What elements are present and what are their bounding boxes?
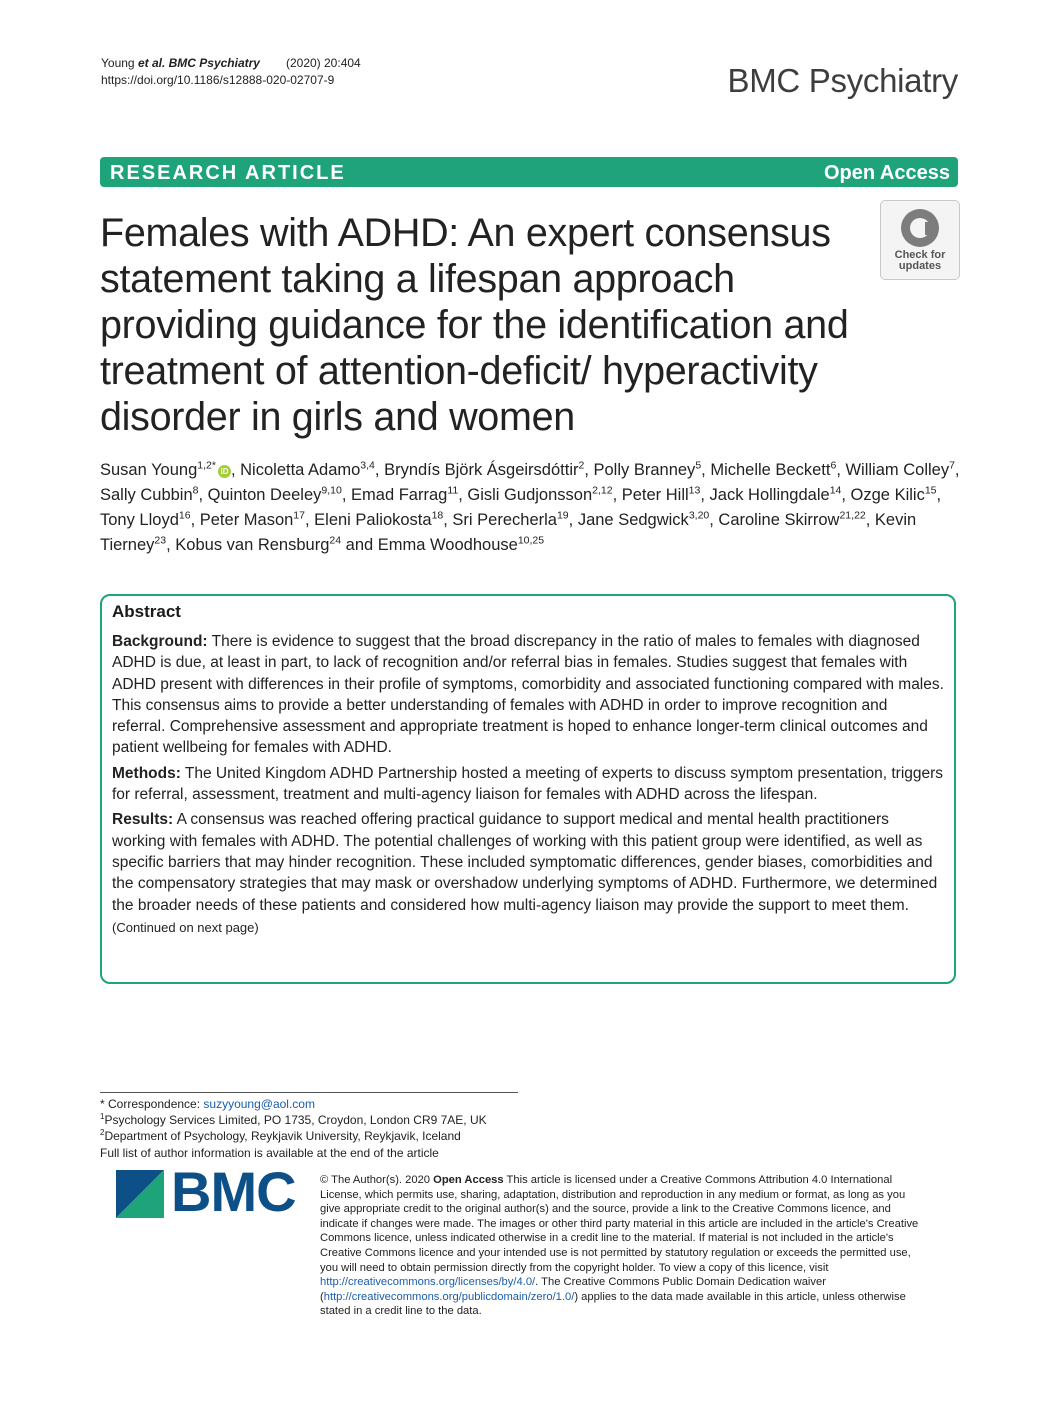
author-entry[interactable] — [845, 461, 954, 479]
results-text: A consensus was reached offering practical guidance to support medical and mental health practitioners working with females with ADHD. The potential challenges of working with this patient group were identified, as well as specific barriers that may hinder recognition. These included symptomatic differences, gender biases, comorbidities and the compensatory strategies that may mask or overshadow underlying symptoms of ADHD. Furthermore, we determined the broader needs of these patients and considered how multi-agency liaison may provide the support to meet them. — [112, 811, 938, 914]
abstract-box — [100, 594, 956, 984]
affiliation-2 — [100, 1128, 487, 1144]
author-separator: , — [198, 486, 208, 504]
check-updates-text — [881, 250, 959, 272]
license-text-3: ) applies to the data made available in this article, unless otherwise stated in a credit line to the data. — [320, 1290, 906, 1318]
author-affiliation: 15 — [924, 484, 937, 497]
author-affiliation: 18 — [431, 509, 444, 522]
author-entry[interactable] — [200, 511, 305, 529]
license-statement — [320, 1173, 925, 1319]
author-name: Polly Branney — [593, 461, 696, 479]
author-affiliation: 5 — [695, 459, 702, 472]
author-separator: , — [568, 511, 578, 529]
citation-header — [101, 55, 361, 89]
continued-note: (Continued on next page) — [112, 919, 259, 935]
background-label: Background: — [112, 633, 208, 650]
author-entry[interactable] — [240, 461, 375, 479]
author-affiliation: 2 — [578, 459, 585, 472]
author-separator: , — [443, 511, 453, 529]
citation-author: Young — [101, 56, 138, 70]
citation-year: (2020) 20:404 — [285, 56, 361, 70]
full-affiliation-note: Full list of author information is available at the end of the article — [100, 1145, 439, 1160]
author-entry[interactable] — [208, 486, 342, 504]
author-affiliation: 13 — [688, 484, 701, 497]
author-name: Sri Perecherla — [452, 511, 557, 529]
author-affiliation: 21,22 — [839, 509, 866, 522]
bmc-logo-text: BMC — [171, 1160, 296, 1223]
author-entry[interactable] — [100, 486, 198, 504]
author-separator-and: and — [341, 536, 378, 554]
author-affiliation: 2,12 — [592, 484, 613, 497]
doi-link[interactable]: https://doi.org/10.1186/s12888-020-02707-9 — [101, 73, 335, 87]
footnotes — [100, 1096, 487, 1161]
license-link-cc-by[interactable]: http://creativecommons.org/licenses/by/4.0/ — [320, 1276, 536, 1289]
author-name: Ozge Kilic — [850, 486, 925, 504]
author-affiliation: 23 — [154, 534, 167, 547]
author-entry[interactable] — [467, 486, 612, 504]
author-separator: , — [709, 511, 719, 529]
license-open-access: Open Access — [433, 1174, 504, 1186]
author-name: Michelle Beckett — [710, 461, 831, 479]
background-text: There is evidence to suggest that the broad discrepancy in the ratio of males to females with diagnosed ADHD is due, at least in part, to lack of recognition and/or referral bias in females. Studies suggest that females with ADHD present with differences in their profile of symptoms, comorbidity and associated functioning compared with males. This consensus aims to provide a better understanding of females with ADHD in order to improve recognition and referral. Comprehensive assessment and appropriate treatment is hoped to enhance longer-term clinical outcomes and patient wellbeing for females with ADHD. — [112, 633, 944, 757]
author-separator: , — [374, 461, 385, 479]
check-updates-line2: updates — [898, 260, 942, 272]
author-name: Nicoletta Adamo — [240, 461, 361, 479]
author-list — [100, 458, 960, 558]
license-text-2: . The Creative Commons Public Domain Dedication waiver ( — [320, 1276, 826, 1303]
author-affiliation: 10,25 — [517, 534, 545, 547]
author-name: Sally Cubbin — [100, 486, 193, 504]
author-affiliation: 8 — [192, 484, 199, 497]
author-affiliation: 9,10 — [321, 484, 342, 497]
affiliation-1 — [100, 1112, 487, 1128]
affiliation-1-text: Psychology Services Limited, PO 1735, Croydon, London CR9 7AE, UK — [104, 1113, 487, 1128]
affiliation-2-text: Department of Psychology, Reykjavik University, Reykjavik, Iceland — [104, 1129, 461, 1144]
author-separator: , — [584, 461, 594, 479]
author-entry[interactable] — [710, 461, 836, 479]
results-label: Results: — [112, 811, 174, 829]
correspondence-email[interactable]: suzyyoung@aol.com — [203, 1097, 315, 1111]
author-separator: , — [836, 461, 846, 479]
author-name: Peter Mason — [199, 511, 294, 529]
author-name: Tony Lloyd — [100, 511, 179, 529]
author-affiliation: 17 — [293, 509, 305, 522]
author-affiliation: 6 — [830, 459, 837, 472]
author-name: Emad Farrag — [351, 486, 448, 504]
author-entry[interactable] — [594, 461, 702, 479]
author-name: Emma Woodhouse — [377, 536, 518, 554]
author-name: Eleni Paliokosta — [314, 511, 432, 529]
author-name: Jack Hollingdale — [709, 486, 830, 504]
author-entry[interactable] — [578, 511, 709, 529]
affiliation-2-number: 2 — [100, 1128, 105, 1138]
author-separator: , — [701, 461, 711, 479]
article-title: Females with ADHD: An expert consensus statement taking a lifespan approach providing guidance for the identification and treatment of attention-deficit/ hyperactivity disorder in girls and women — [100, 211, 849, 439]
author-name: Kevin Tierney — [100, 511, 917, 554]
author-entry[interactable] — [100, 511, 191, 529]
author-affiliation: 7 — [949, 459, 955, 472]
abstract-results — [112, 809, 944, 915]
correspondence — [100, 1096, 487, 1112]
author-name: Bryndís Björk Ásgeirsdóttir — [384, 461, 579, 479]
citation-journal: et al. BMC Psychiatry — [137, 56, 260, 70]
check-updates-line1: Check for — [894, 249, 946, 261]
author-entry[interactable] — [622, 486, 701, 504]
author-entry[interactable] — [452, 511, 568, 529]
author-separator: , — [341, 486, 352, 504]
orcid-icon[interactable]: iD — [218, 465, 231, 478]
bmc-logo-mark-icon — [116, 1170, 164, 1218]
citation-line — [101, 55, 361, 72]
author-entry[interactable] — [710, 486, 842, 504]
author-affiliation: 24 — [329, 534, 342, 547]
author-separator: , — [865, 511, 875, 529]
author-separator: , — [612, 486, 622, 504]
author-entry[interactable] — [175, 536, 341, 554]
author-separator: , — [190, 511, 200, 529]
author-name: Kobus van Rensburg — [175, 536, 330, 554]
abstract-methods — [112, 763, 944, 806]
author-affiliation: 1,2* — [197, 459, 216, 472]
license-link-cc0[interactable]: http://creativecommons.org/publicdomain/zero/1.0/ — [323, 1290, 575, 1303]
author-affiliation: 3,4 — [360, 459, 375, 472]
open-access-label: Open Access — [824, 162, 950, 184]
methods-label: Methods: — [112, 764, 181, 782]
author-affiliation: 3,20 — [688, 509, 710, 522]
article-type: RESEARCH ARTICLE — [110, 162, 346, 184]
check-updates-icon — [901, 209, 939, 247]
author-affiliation: 19 — [556, 509, 569, 522]
author-name: William Colley — [845, 461, 950, 479]
author-affiliation: 16 — [178, 509, 191, 522]
abstract-background — [112, 631, 944, 759]
journal-brand: BMC Psychiatry — [727, 62, 958, 99]
methods-text: The United Kingdom ADHD Partnership hosted a meeting of experts to discuss symptom presentation, triggers for referral, assessment, treatment and multi-agency liaison for females with ADHD across the lifespan. — [112, 764, 944, 804]
bmc-logo — [116, 1160, 301, 1223]
author-separator: , — [230, 461, 241, 479]
author-entry[interactable] — [314, 511, 443, 529]
author-entry[interactable] — [718, 511, 865, 529]
correspondence-label: * Correspondence: — [100, 1097, 204, 1111]
footnote-divider — [100, 1092, 518, 1093]
author-name: Quinton Deeley — [207, 486, 322, 504]
author-name: Peter Hill — [621, 486, 689, 504]
author-separator: , — [304, 511, 315, 529]
author-separator: , — [936, 486, 942, 504]
author-separator: , — [841, 486, 851, 504]
author-affiliation: 11 — [447, 484, 459, 497]
author-separator: , — [458, 486, 468, 504]
check-for-updates-button[interactable] — [880, 200, 960, 280]
author-entry[interactable] — [100, 461, 231, 479]
author-separator: , — [166, 536, 176, 554]
author-entry[interactable] — [384, 461, 584, 479]
abstract-heading: Abstract — [112, 602, 181, 621]
license-text-1: This article is licensed under a Creative Commons Attribution 4.0 International License, which permits use, sharing, adaptation, distribution and reproduction in any medium or format, as long as you give appropriate credit to the original author(s) and the source, provide a link to the Creative Commons licence, and indicate if changes were made. The images or other third party material in this article are included in the article's Creative Commons licence, unless indicated otherwise in a credit line to the material. If material is not included in the article's Creative Commons licence and your intended use is not permitted by statutory regulation or exceeds the permitted use, you will need to obtain permission directly from the copyright holder. To view a copy of this licence, visit — [320, 1174, 919, 1274]
author-name: Susan Young — [100, 461, 198, 479]
author-entry[interactable] — [351, 486, 458, 504]
author-entry[interactable] — [378, 536, 544, 554]
affiliation-1-number: 1 — [100, 1112, 105, 1122]
author-name: Gisli Gudjonsson — [467, 486, 593, 504]
author-entry[interactable] — [851, 486, 937, 504]
article-type-banner — [100, 157, 958, 187]
copyright-text: © The Author(s). 2020 — [320, 1174, 434, 1186]
author-name: Jane Sedgwick — [577, 511, 689, 529]
author-separator: , — [700, 486, 710, 504]
author-affiliation: 14 — [829, 484, 842, 497]
author-name: Caroline Skirrow — [718, 511, 840, 529]
author-separator: , — [954, 461, 960, 479]
